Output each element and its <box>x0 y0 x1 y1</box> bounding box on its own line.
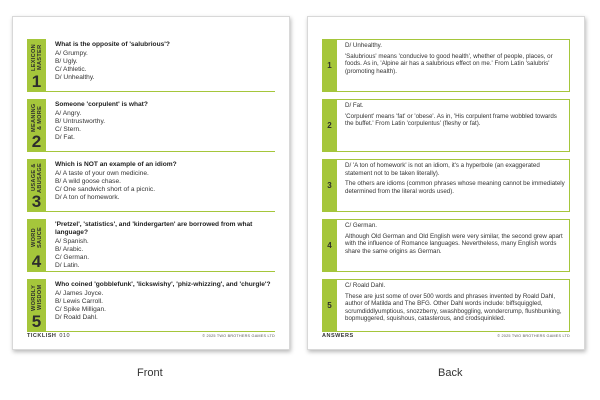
answer-explanation: Although Old German and Old English were very similar, the second grew apart with the influence of Romance languages. Nevertheless, many English words share the same origins as German. <box>345 232 563 255</box>
question-number: 3 <box>31 192 42 211</box>
answer-explanation: 'Salubrious' means 'conducive to good health', whether of people, places, or foods. As in, 'Alpine air has a salubrious effect on me.' From Latin 'salubris' (promoting health). <box>345 52 553 75</box>
question-number: 4 <box>31 252 42 271</box>
category-label: USAGE & ABUSAGE <box>30 162 43 193</box>
category-label: WORD SAUCE <box>30 226 43 249</box>
option-b: B/ Ugly. <box>55 58 78 66</box>
question-text: Someone 'corpulent' is what? <box>55 101 148 108</box>
answer-tab <box>322 280 337 331</box>
question-row-2 <box>27 99 275 152</box>
option-b: B/ A wild goose chase. <box>55 178 121 186</box>
answer-text: D/ Unhealthy. <box>345 42 383 49</box>
category-label: MEANING & MORE <box>30 103 43 132</box>
question-text: 'Pretzel', 'statistics', and 'kindergarten' are borrowed from what language? <box>55 221 253 237</box>
option-c: C/ German. <box>55 254 90 262</box>
option-b: B/ Lewis Carroll. <box>55 298 104 306</box>
card-footer <box>27 333 275 339</box>
option-a: A/ Spanish. <box>55 238 89 246</box>
question-row-4 <box>27 219 275 272</box>
answer-tab <box>322 100 337 151</box>
question-text: Which is NOT an example of an idiom? <box>55 161 177 168</box>
answer-number: 1 <box>327 60 332 70</box>
option-d: D/ A ton of homework. <box>55 194 120 202</box>
answer-tab <box>322 220 337 271</box>
answer-content <box>337 100 569 151</box>
copyright: © 2025 TWO BROTHERS GAMES LTD <box>202 334 275 338</box>
answer-content <box>337 160 569 211</box>
option-d: D/ Latin. <box>55 262 80 270</box>
question-list <box>27 39 275 332</box>
footer-title: ANSWERS <box>322 333 354 339</box>
answer-row-5 <box>322 279 570 332</box>
question-number: 2 <box>31 132 42 151</box>
answer-number: 4 <box>327 240 332 250</box>
answer-text: D/ Fat. <box>345 102 364 109</box>
option-c: C/ Stern. <box>55 126 82 134</box>
option-c: C/ Spike Milligan. <box>55 306 106 314</box>
answer-explanation: These are just some of over 500 words and phrases invented by Roald Dahl, author of Matilda and The BFG. Other Dahl words include: biffsquiggled, scrumdiddlyumptious, snozzberry, swashboggling, wondercrump, flushbunking, bopmuggered, squishous, catasterous, and crodsquinkled. <box>345 292 562 323</box>
answer-text: C/ Roald Dahl. <box>345 282 386 289</box>
question-number: 1 <box>31 72 42 91</box>
question-content <box>46 39 275 91</box>
question-content <box>46 219 275 271</box>
option-b: B/ Arabic. <box>55 246 84 254</box>
answer-text: C/ German. <box>345 222 377 229</box>
back-card <box>307 16 585 350</box>
category-tab <box>27 99 46 151</box>
category-tab <box>27 279 46 331</box>
front-card <box>12 16 290 350</box>
footer-title <box>27 333 70 339</box>
answer-tab <box>322 40 337 91</box>
answer-explanation: The others are idioms (common phrases whose meaning cannot be immediately determined from the literal words used). <box>345 180 565 195</box>
answer-row-2 <box>322 99 570 152</box>
card-footer <box>322 333 570 339</box>
option-c: C/ Athletic. <box>55 66 87 74</box>
option-d: D/ Unhealthy. <box>55 74 95 82</box>
question-text: Who coined 'gobblefunk', 'lickswishy', 'phiz-whizzing', and 'churgle'? <box>55 281 271 288</box>
question-row-3 <box>27 159 275 212</box>
option-a: A/ Angry. <box>55 110 82 118</box>
question-content <box>46 159 275 211</box>
answer-row-3 <box>322 159 570 212</box>
answer-content <box>337 280 569 331</box>
option-b: B/ Untrustworthy. <box>55 118 106 126</box>
category-label: WORDLY WISDOM <box>30 284 43 311</box>
answer-list <box>322 39 570 332</box>
option-d: D/ Roald Dahl. <box>55 314 98 322</box>
question-text: What is the opposite of 'salubrious'? <box>55 41 170 48</box>
question-number: 5 <box>31 312 42 331</box>
question-content <box>46 99 275 151</box>
option-c: C/ One sandwich short of a picnic. <box>55 186 156 194</box>
option-d: D/ Fat. <box>55 134 75 142</box>
question-content <box>46 279 275 331</box>
question-row-5 <box>27 279 275 332</box>
option-a: A/ A taste of your own medicine. <box>55 170 149 178</box>
answer-content <box>337 40 569 91</box>
category-label: LEXICON MASTER <box>30 44 43 71</box>
answer-text: D/ 'A ton of homework' is not an idiom, it's a hyperbole (an exaggerated statement not to be taken literally). <box>345 162 540 177</box>
answer-content <box>337 220 569 271</box>
back-caption: Back <box>438 367 463 379</box>
answer-explanation: 'Corpulent' means 'fat' or 'obese'. As in, 'His corpulent frame wobbled towards the buffet.' From Latin 'corpulentus' (fleshy or fat). <box>345 112 557 128</box>
category-tab <box>27 159 46 211</box>
answer-number: 3 <box>327 180 332 190</box>
deck-name: TICKLISH <box>27 333 57 339</box>
answer-number: 2 <box>327 120 332 130</box>
option-a: A/ Grumpy. <box>55 50 88 58</box>
card-code: 010 <box>59 333 71 339</box>
answer-row-1 <box>322 39 570 92</box>
option-a: A/ James Joyce. <box>55 290 104 298</box>
answer-tab <box>322 160 337 211</box>
question-row-1 <box>27 39 275 92</box>
answer-number: 5 <box>327 300 332 310</box>
copyright: © 2025 TWO BROTHERS GAMES LTD <box>497 334 570 338</box>
category-tab <box>27 219 46 271</box>
front-caption: Front <box>137 367 163 379</box>
answer-row-4 <box>322 219 570 272</box>
category-tab <box>27 39 46 91</box>
